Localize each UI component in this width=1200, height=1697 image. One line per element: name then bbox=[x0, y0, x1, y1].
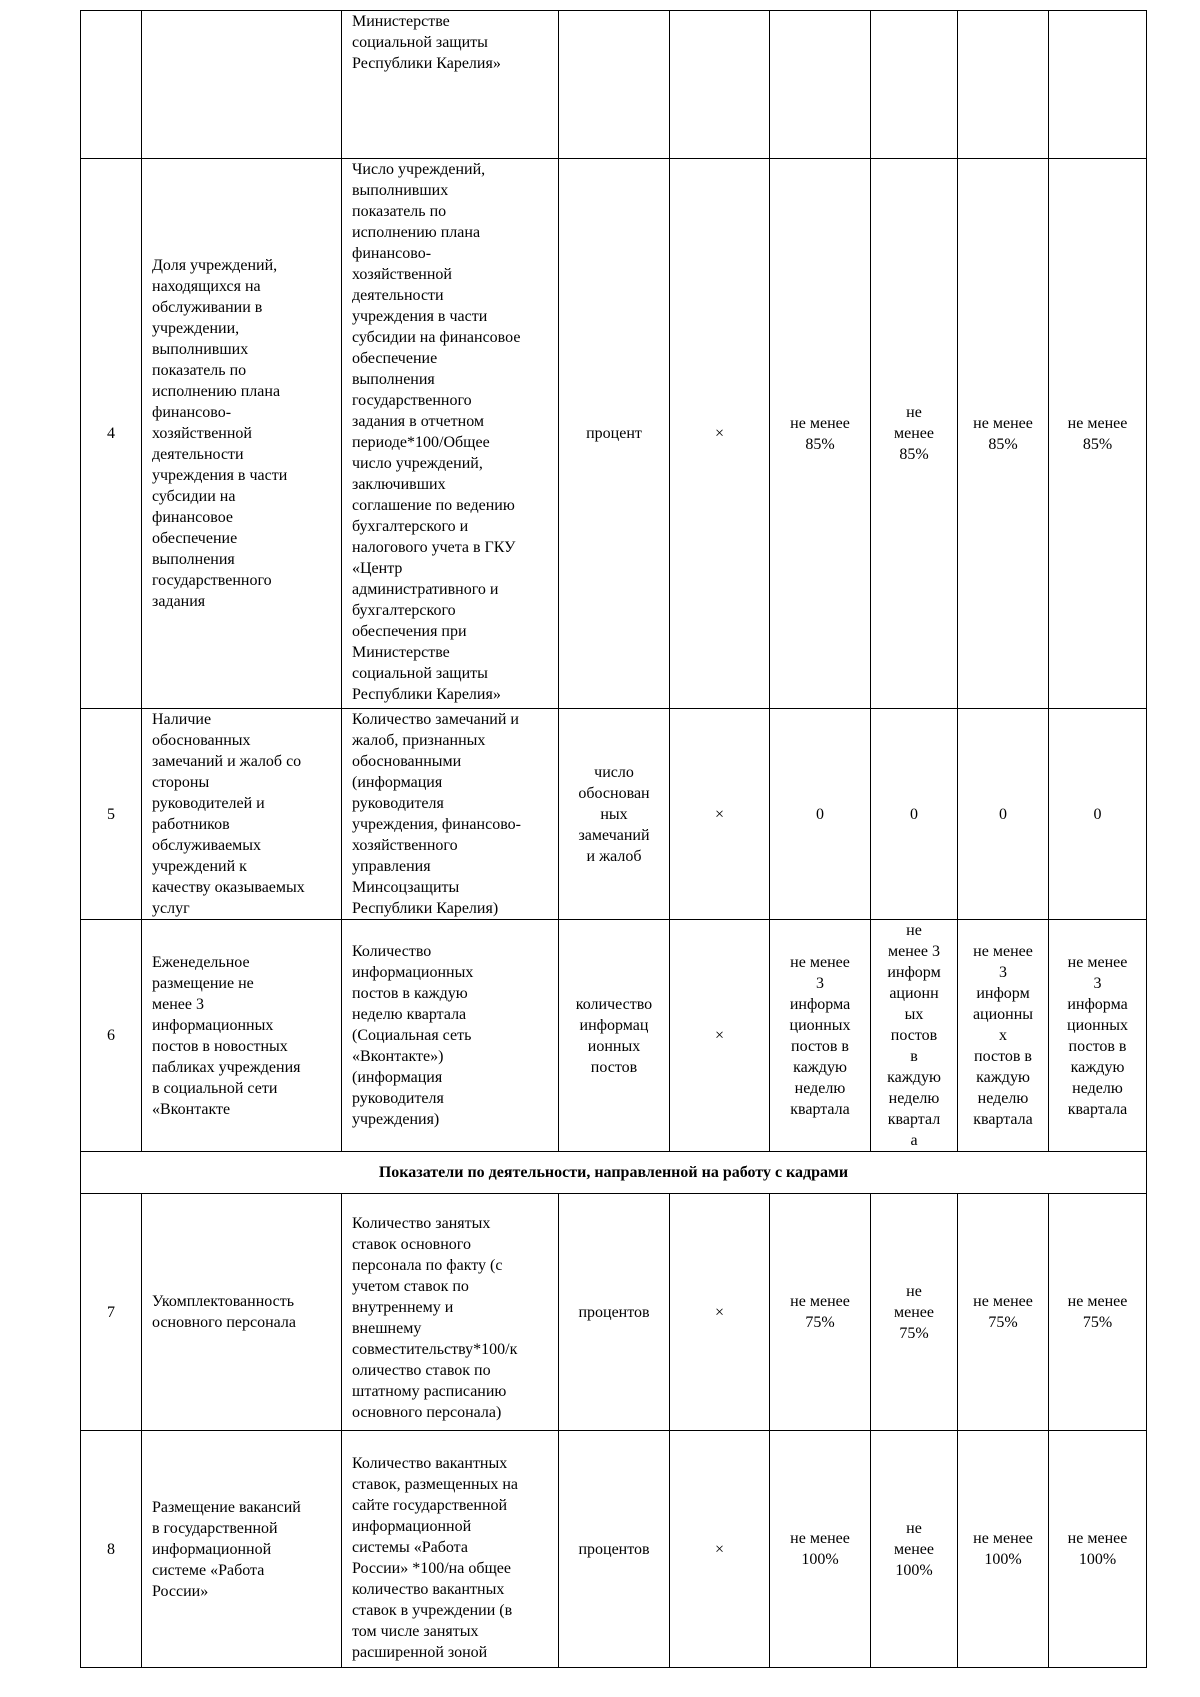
cell-text-line: не bbox=[906, 404, 922, 421]
cell-text-line: количество вакантных bbox=[352, 1581, 505, 1598]
cell-text-line: а bbox=[910, 1132, 918, 1149]
cell-text-line: в bbox=[910, 1048, 918, 1065]
cell-text-line: квартал bbox=[887, 1111, 941, 1128]
cell-text-line: финансово- bbox=[352, 245, 432, 262]
cell-text-line: постов bbox=[590, 1058, 638, 1076]
cell-text-line: ционных bbox=[1067, 1016, 1128, 1034]
cell-text-line: находящихся на bbox=[152, 278, 261, 295]
cell-text-line: персонала по факту (с bbox=[352, 1257, 503, 1274]
base-value-cell: × bbox=[670, 159, 770, 709]
cell-text-line: ационны bbox=[972, 1006, 1034, 1023]
row-number-cell: 4 bbox=[81, 159, 142, 709]
cell-text-line: ных bbox=[600, 805, 628, 823]
cell-text-line: процентов bbox=[578, 1303, 650, 1321]
indicator-name-cell bbox=[142, 1431, 342, 1668]
table-row bbox=[81, 1431, 1147, 1668]
cell-text-line: соглашение по ведению bbox=[352, 497, 515, 514]
cell-text-line: системе «Работа bbox=[152, 1561, 265, 1579]
indicator-name-cell bbox=[142, 159, 342, 709]
cell-text-line: 100% bbox=[895, 1561, 933, 1579]
cell-text-line: не менее bbox=[790, 414, 850, 432]
cell-text-line: финансовое bbox=[152, 509, 233, 526]
cell-text-line: внешнему bbox=[352, 1320, 422, 1337]
cell-text-line: менее 3 bbox=[888, 943, 940, 960]
cell-text-line: не bbox=[906, 922, 922, 939]
target-value-cell-2 bbox=[871, 920, 958, 1152]
cell-text-line: показатель по bbox=[352, 203, 447, 220]
target-value-cell-1 bbox=[770, 920, 871, 1152]
cell-text-line: финансово- bbox=[152, 404, 232, 421]
cell-text-line: Республики Карелия» bbox=[352, 686, 501, 703]
cell-text-line: исполнению плана bbox=[352, 224, 481, 241]
target-value-cell-3 bbox=[958, 709, 1049, 920]
cell-text-line: хозяйственного bbox=[352, 837, 458, 854]
target-value-cell-3 bbox=[958, 1431, 1049, 1668]
cell-text-line: России» bbox=[152, 1582, 209, 1600]
cell-text-line: управления bbox=[352, 858, 431, 875]
cell-text-line: 0 bbox=[1093, 805, 1102, 823]
cell-text-line: не менее bbox=[790, 1530, 850, 1547]
cell-text-line: каждую bbox=[1070, 1058, 1125, 1076]
cell-text-line: 100% bbox=[984, 1551, 1022, 1568]
cell-text-line: основного персонала) bbox=[352, 1404, 502, 1421]
cell-text-line: 75% bbox=[1082, 1314, 1113, 1331]
cell-text-line: качеству оказываемых bbox=[152, 879, 305, 896]
cell-text-line: х bbox=[999, 1027, 1007, 1044]
target-value-cell-4 bbox=[1049, 159, 1147, 709]
cell-text-line: 75% bbox=[988, 1314, 1018, 1331]
cell-text-line: штатному расписанию bbox=[352, 1383, 507, 1400]
cell-text-line: «Центр bbox=[352, 560, 403, 577]
cell-text-line: Минсоцзащиты bbox=[352, 879, 460, 896]
cell-text-line: Количество вакантных bbox=[352, 1455, 508, 1472]
cell-text-line: Количество bbox=[352, 943, 432, 960]
cell-text-line: заключивших bbox=[352, 476, 446, 493]
cell-text-line: (Социальная сеть bbox=[352, 1027, 472, 1044]
base-value-cell: × bbox=[670, 1431, 770, 1668]
table-row bbox=[81, 709, 1147, 920]
cell-text-line: не bbox=[906, 1282, 922, 1300]
cell-text-line: 0 bbox=[999, 805, 1007, 823]
cell-text-line: информац bbox=[579, 1016, 649, 1034]
cell-text-line: ставок в учреждении (в bbox=[352, 1602, 513, 1619]
cell-text-line: социальной защиты bbox=[352, 34, 488, 51]
cell-text-line: государственного bbox=[152, 572, 272, 589]
cell-text-line: Наличие bbox=[152, 711, 212, 728]
cell-text-line: количество bbox=[575, 995, 653, 1013]
cell-text-line: учреждения, финансово- bbox=[352, 816, 521, 833]
unit-cell bbox=[559, 709, 670, 920]
cell-text-line: в государственной bbox=[152, 1519, 278, 1537]
cell-text-line: налогового учета в ГКУ bbox=[352, 539, 516, 556]
cell-text-line: России» *100/на общее bbox=[352, 1560, 511, 1577]
cell-text-line: хозяйственной bbox=[152, 425, 252, 442]
cell-text-line: Министерстве bbox=[352, 644, 450, 661]
cell-text-line: обеспечение bbox=[152, 530, 238, 547]
target-value-cell-2 bbox=[871, 709, 958, 920]
cell-text-line: процент bbox=[586, 425, 642, 442]
unit-cell bbox=[559, 920, 670, 1152]
cell-text-line: том числе занятых bbox=[352, 1623, 479, 1640]
cell-text-line: не менее bbox=[1067, 953, 1128, 971]
target-value-cell-3 bbox=[958, 159, 1049, 709]
cell-text-line: обслуживании в bbox=[152, 299, 263, 316]
cell-text-line: постов в bbox=[1068, 1037, 1127, 1055]
cell-text-line: социальной защиты bbox=[352, 665, 488, 682]
cell-text-line: 0 bbox=[816, 805, 824, 823]
target-value-cell-4 bbox=[1049, 920, 1147, 1152]
cell-text-line: стороны bbox=[152, 774, 210, 791]
cell-text-line: не менее bbox=[973, 943, 1033, 960]
cell-text-line: в социальной сети bbox=[152, 1079, 278, 1097]
cell-text-line: не менее bbox=[1067, 1530, 1128, 1547]
cell-text-line: не менее bbox=[973, 1530, 1033, 1547]
cell-text-line: Министерстве bbox=[352, 13, 450, 30]
cell-text-line: обоснован bbox=[578, 784, 650, 802]
cell-text-line: Еженедельное bbox=[152, 953, 250, 971]
cell-text-line: Укомплектованность bbox=[152, 1293, 295, 1310]
cell-text-line: учреждений к bbox=[152, 858, 247, 875]
target-value-cell-1 bbox=[770, 11, 871, 159]
cell-text-line: Число учреждений, bbox=[352, 161, 486, 178]
row-number-cell: 5 bbox=[81, 709, 142, 920]
cell-text-line: руководителей и bbox=[152, 795, 265, 812]
cell-text-line: сайте государственной bbox=[352, 1497, 508, 1514]
cell-text-line: 100% bbox=[1078, 1551, 1117, 1568]
target-value-cell-4 bbox=[1049, 1194, 1147, 1431]
target-value-cell-4 bbox=[1049, 1431, 1147, 1668]
target-value-cell-2 bbox=[871, 159, 958, 709]
row-number-cell: 8 bbox=[81, 1431, 142, 1668]
cell-text-line: (информация bbox=[352, 1069, 443, 1086]
cell-text-line: Республики Карелия» bbox=[352, 55, 501, 72]
cell-text-line: не менее bbox=[1067, 414, 1128, 432]
cell-text-line: квартала bbox=[1067, 1100, 1128, 1118]
cell-text-line: постов в новостных bbox=[152, 1037, 288, 1055]
cell-text-line: неделю bbox=[794, 1079, 846, 1097]
cell-text-line: число bbox=[594, 763, 634, 781]
cell-text-line: неделю bbox=[977, 1090, 1029, 1107]
cell-text-line: 85% bbox=[988, 435, 1018, 453]
cell-text-line: 100% bbox=[801, 1551, 839, 1568]
cell-text-line: Количество замечаний и bbox=[352, 711, 519, 728]
cell-text-line: информационной bbox=[352, 1518, 472, 1535]
table-row bbox=[81, 920, 1147, 1152]
cell-text-line: деятельности bbox=[152, 446, 244, 463]
indicator-name-cell bbox=[142, 920, 342, 1152]
cell-text-line: показатель по bbox=[152, 362, 247, 379]
cell-text-line: информ bbox=[976, 985, 1030, 1002]
target-value-cell-2 bbox=[871, 1194, 958, 1431]
cell-text-line: менее 3 bbox=[152, 995, 204, 1013]
cell-text-line: услуг bbox=[152, 900, 190, 917]
row-number-cell: 6 bbox=[81, 920, 142, 1152]
cell-text-line: каждую bbox=[887, 1069, 941, 1086]
calculation-method-cell bbox=[342, 709, 559, 920]
calculation-method-cell bbox=[342, 1431, 559, 1668]
cell-text-line: «Вконтакте») bbox=[352, 1048, 444, 1065]
cell-text-line: неделю квартала bbox=[352, 1006, 467, 1023]
cell-text-line: задания bbox=[152, 593, 206, 610]
cell-text-line: выполнивших bbox=[152, 341, 249, 358]
cell-text-line: каждую bbox=[976, 1069, 1030, 1086]
cell-text-line: выполнения bbox=[152, 551, 235, 568]
calculation-method-cell bbox=[342, 159, 559, 709]
cell-text-line: учреждении, bbox=[152, 320, 240, 337]
section-header-row bbox=[81, 1152, 1147, 1194]
cell-text-line: 3 bbox=[1093, 974, 1102, 992]
cell-text-line: процентов bbox=[578, 1540, 650, 1558]
cell-text-line: государственного bbox=[352, 392, 472, 409]
cell-text-line: квартала bbox=[973, 1111, 1033, 1128]
cell-text-line: бухгалтерского и bbox=[352, 518, 469, 535]
cell-text-line: ых bbox=[904, 1006, 924, 1023]
cell-text-line: административного и bbox=[352, 581, 499, 598]
indicator-name-cell bbox=[142, 1194, 342, 1431]
cell-text-line: Количество занятых bbox=[352, 1215, 491, 1232]
cell-text-line: не менее bbox=[1067, 1293, 1128, 1310]
cell-text-line: не bbox=[906, 1519, 922, 1537]
target-value-cell-4 bbox=[1049, 11, 1147, 159]
cell-text-line: «Вконтакте bbox=[152, 1100, 231, 1118]
base-value-cell: × bbox=[670, 920, 770, 1152]
cell-text-line: каждую bbox=[793, 1058, 847, 1076]
cell-text-line: (информация bbox=[352, 774, 443, 791]
cell-text-line: не менее bbox=[790, 1293, 850, 1310]
cell-text-line: хозяйственной bbox=[352, 266, 452, 283]
cell-text-line: менее bbox=[894, 1540, 934, 1558]
cell-text-line: руководителя bbox=[352, 795, 444, 812]
cell-text-line: информа bbox=[789, 995, 851, 1013]
indicator-name-cell bbox=[142, 11, 342, 159]
cell-text-line: информа bbox=[1067, 995, 1128, 1013]
cell-text-line: задания в отчетном bbox=[352, 413, 485, 430]
cell-text-line: постов в bbox=[791, 1037, 849, 1055]
target-value-cell-2 bbox=[871, 1431, 958, 1668]
cell-text-line: размещение не bbox=[152, 974, 254, 992]
table-row bbox=[81, 159, 1147, 709]
cell-text-line: субсидии на финансовое bbox=[352, 329, 521, 346]
cell-text-line: Размещение вакансий bbox=[152, 1498, 301, 1516]
indicator-name-cell bbox=[142, 709, 342, 920]
indicators-table bbox=[80, 10, 1147, 1668]
cell-text-line: деятельности bbox=[352, 287, 444, 304]
cell-text-line: ционных bbox=[789, 1016, 851, 1034]
cell-text-line: не менее bbox=[790, 953, 850, 971]
cell-text-line: 0 bbox=[910, 805, 918, 823]
cell-text-line: 75% bbox=[805, 1314, 835, 1331]
cell-text-line: обоснованными bbox=[352, 753, 462, 770]
base-value-cell bbox=[670, 11, 770, 159]
cell-text-line: Доля учреждений, bbox=[152, 257, 278, 274]
cell-text-line: обоснованных bbox=[152, 732, 251, 749]
target-value-cell-1 bbox=[770, 1194, 871, 1431]
target-value-cell-3 bbox=[958, 1194, 1049, 1431]
cell-text-line: квартала bbox=[790, 1100, 850, 1118]
cell-text-line: менее bbox=[894, 425, 934, 442]
cell-text-line: неделю bbox=[1072, 1079, 1123, 1097]
cell-text-line: учреждения) bbox=[352, 1111, 440, 1128]
unit-cell bbox=[559, 11, 670, 159]
cell-text-line: 75% bbox=[899, 1324, 929, 1342]
cell-text-line: замечаний bbox=[578, 826, 650, 844]
cell-text-line: менее bbox=[894, 1303, 934, 1321]
cell-text-line: обслуживаемых bbox=[152, 837, 262, 854]
cell-text-line: учреждения в части bbox=[152, 467, 288, 484]
cell-text-line: оличество ставок по bbox=[352, 1362, 491, 1379]
base-value-cell: × bbox=[670, 1194, 770, 1431]
target-value-cell-1 bbox=[770, 1431, 871, 1668]
cell-text-line: и жалоб bbox=[586, 847, 642, 865]
cell-text-line: обеспечения при bbox=[352, 623, 467, 640]
unit-cell bbox=[559, 1194, 670, 1431]
cell-text-line: основного персонала bbox=[152, 1314, 296, 1331]
calculation-method-cell bbox=[342, 920, 559, 1152]
cell-text-line: ставок, размещенных на bbox=[352, 1476, 518, 1493]
cell-text-line: информационных bbox=[352, 964, 474, 981]
cell-text-line: расширенной зоной bbox=[352, 1644, 488, 1661]
cell-text-line: постов в bbox=[974, 1048, 1032, 1065]
cell-text-line: ионных bbox=[587, 1037, 641, 1055]
target-value-cell-2 bbox=[871, 11, 958, 159]
cell-text-line: информационных bbox=[152, 1016, 274, 1034]
cell-text-line: ставок основного bbox=[352, 1236, 471, 1253]
cell-text-line: неделю bbox=[888, 1090, 940, 1107]
cell-text-line: ационн bbox=[889, 985, 939, 1002]
cell-text-line: 3 bbox=[816, 974, 824, 992]
calculation-method-cell bbox=[342, 1194, 559, 1431]
cell-text-line: информационной bbox=[152, 1540, 272, 1558]
cell-text-line: внутреннему и bbox=[352, 1299, 454, 1316]
cell-text-line: совместительству*100/к bbox=[352, 1341, 518, 1358]
cell-text-line: Республики Карелия) bbox=[352, 900, 499, 917]
cell-text-line: исполнению плана bbox=[152, 383, 281, 400]
cell-text-line: 85% bbox=[805, 435, 835, 453]
cell-text-line: руководителя bbox=[352, 1090, 444, 1107]
cell-text-line: 85% bbox=[1082, 435, 1113, 453]
row-number-cell bbox=[81, 11, 142, 159]
target-value-cell-3 bbox=[958, 920, 1049, 1152]
cell-text-line: периоде*100/Общее bbox=[352, 434, 490, 451]
unit-cell bbox=[559, 1431, 670, 1668]
cell-text-line: пабликах учреждения bbox=[152, 1058, 301, 1076]
cell-text-line: замечаний и жалоб со bbox=[152, 753, 302, 770]
cell-text-line: 3 bbox=[999, 964, 1007, 981]
target-value-cell-4 bbox=[1049, 709, 1147, 920]
cell-text-line: жалоб, признанных bbox=[352, 732, 486, 749]
cell-text-line: число учреждений, bbox=[352, 455, 483, 472]
table-row bbox=[81, 11, 1147, 159]
row-number-cell: 7 bbox=[81, 1194, 142, 1431]
cell-text-line: 85% bbox=[899, 446, 929, 463]
cell-text-line: бухгалтерского bbox=[352, 602, 456, 619]
calculation-method-cell bbox=[342, 11, 559, 159]
base-value-cell: × bbox=[670, 709, 770, 920]
cell-text-line: системы «Работа bbox=[352, 1539, 468, 1556]
cell-text-line: не менее bbox=[973, 414, 1033, 432]
unit-cell bbox=[559, 159, 670, 709]
table-body bbox=[81, 11, 1147, 1668]
cell-text-line: не менее bbox=[973, 1293, 1033, 1310]
target-value-cell-3 bbox=[958, 11, 1049, 159]
cell-text-line: постов в каждую bbox=[352, 985, 468, 1002]
table-row bbox=[81, 1194, 1147, 1431]
target-value-cell-1 bbox=[770, 709, 871, 920]
section-title: Показатели по деятельности, направленной на работу с кадрами bbox=[81, 1152, 1147, 1194]
cell-text-line: учетом ставок по bbox=[352, 1278, 469, 1295]
cell-text-line: информ bbox=[887, 964, 941, 981]
cell-text-line: субсидии на bbox=[152, 488, 236, 505]
cell-text-line: постов bbox=[890, 1027, 938, 1044]
cell-text-line: выполнения bbox=[352, 371, 435, 388]
cell-text-line: выполнивших bbox=[352, 182, 449, 199]
cell-text-line: работников bbox=[152, 816, 230, 833]
target-value-cell-1 bbox=[770, 159, 871, 709]
cell-text-line: обеспечение bbox=[352, 350, 438, 367]
cell-text-line: учреждения в части bbox=[352, 308, 488, 325]
